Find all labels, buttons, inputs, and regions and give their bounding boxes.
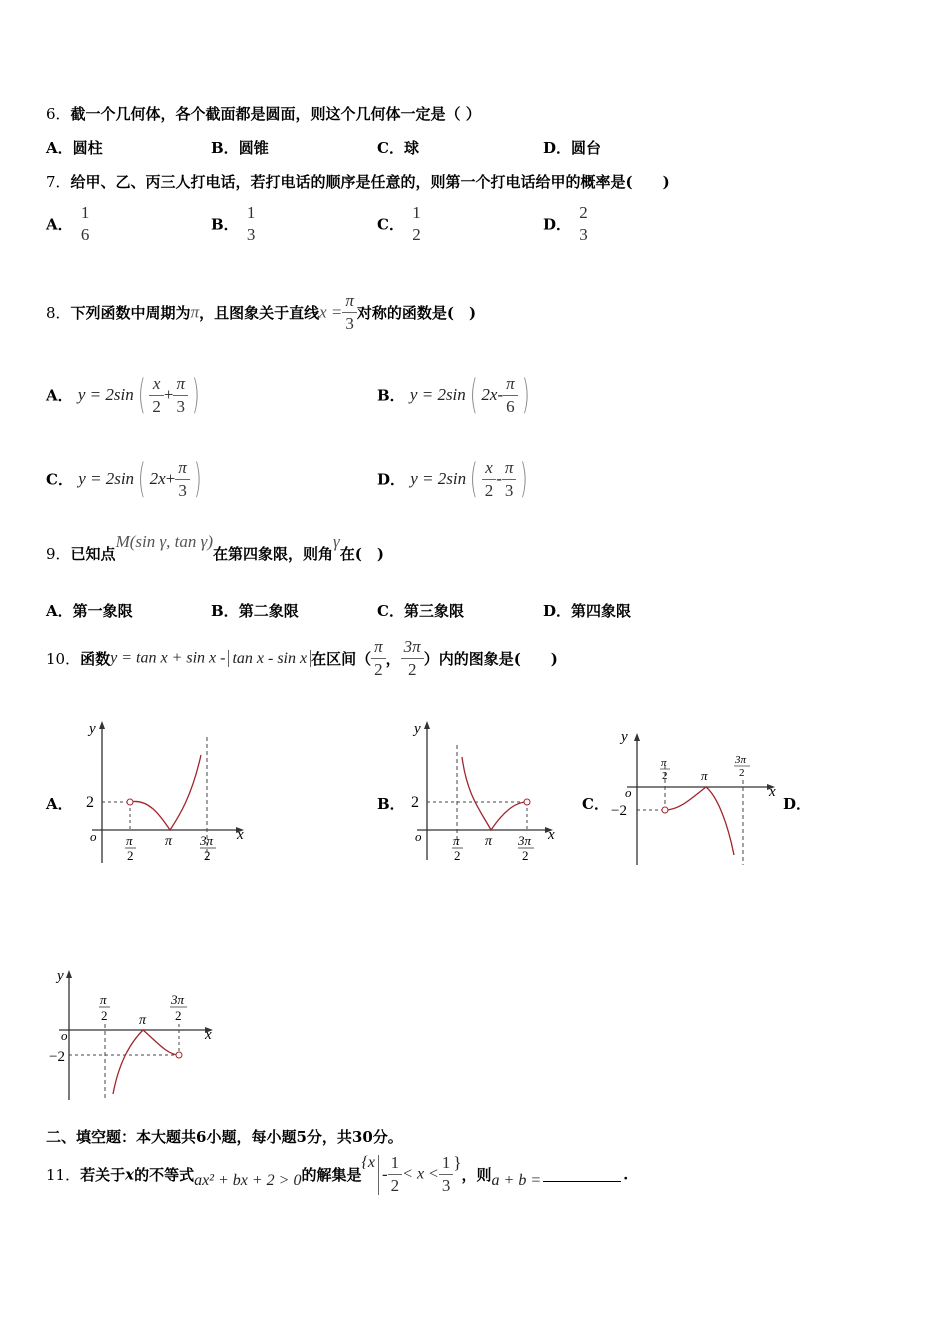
- q10-graph-c[interactable]: [605, 725, 785, 870]
- graph-b-tick-halfpi-d: 2: [454, 848, 461, 863]
- graph-a-tick-3halfpi-d: 2: [204, 848, 211, 863]
- q10-option-a[interactable]: A．: [46, 795, 73, 813]
- q6-number: 6．: [46, 105, 71, 123]
- graph-d-tick-halfpi-n: π: [100, 992, 107, 1007]
- q11-answer-blank[interactable]: [543, 1181, 621, 1182]
- graph-d-x-label: x: [205, 1027, 212, 1043]
- graph-a-tick-halfpi-d: 2: [127, 848, 134, 863]
- q6-option-d[interactable]: D．圆台: [543, 139, 602, 157]
- q7-number: 7．: [46, 173, 71, 191]
- q8-option-c[interactable]: C． y = 2sin( 2x+ $\frac{\pi}{3}$ ): [46, 456, 202, 502]
- q10-stem: 10．函数y = tan x + sin x - tan x - sin x 在区间（ $\frac{\pi}{2}$ ， $\frac{3\pi}{2}$ ）内的图象是( ): [46, 637, 558, 679]
- graph-c-curve: [665, 787, 734, 855]
- q9-option-b[interactable]: B．第二象限: [211, 602, 299, 620]
- q10-option-c[interactable]: C．: [582, 795, 609, 813]
- q6-option-a[interactable]: A．圆柱: [46, 139, 103, 157]
- q10-graph-b[interactable]: [405, 715, 570, 870]
- graph-d-y-label: y: [57, 968, 64, 984]
- graph-c-y-label: y: [621, 729, 628, 745]
- graph-d-tick-3halfpi-n: 3π: [171, 992, 185, 1007]
- graph-a-curve: [130, 755, 201, 830]
- q9-option-a[interactable]: A．第一象限: [46, 602, 133, 620]
- q8-stem: 8．下列函数中周期为π，且图象关于直线x = $\frac{\pi}{3}$ 对称的函数是( ): [46, 291, 477, 333]
- graph-b-origin: o: [415, 829, 422, 844]
- graph-c-tick-3halfpi-n: 3π: [735, 754, 747, 766]
- q6-stem: [46, 103, 481, 124]
- q7-option-b[interactable]: B． 1 3: [211, 202, 258, 246]
- q7-a-fraction: 1 6: [80, 203, 90, 244]
- q10-abs-expr: tan x - sin x: [228, 650, 311, 667]
- graph-d-tick-pi: π: [139, 1013, 147, 1028]
- q9-stem: 9．已知点M(sin γ, tan γ)在第四象限，则角γ在( ): [46, 532, 384, 563]
- q10-option-b[interactable]: B．: [377, 795, 405, 813]
- q7-c-fraction: 1 2: [412, 203, 421, 244]
- q10-graph-a[interactable]: [80, 715, 250, 870]
- q7-b-fraction: 1 3: [246, 203, 256, 244]
- graph-c-tick-neg2: −2: [611, 803, 627, 819]
- graph-c-tick-3halfpi-d: 2: [739, 767, 745, 779]
- q7-text: 给甲、乙、丙三人打电话，若打电话的顺序是任意的，则第一个打电话给甲的概率是( ): [70, 173, 670, 191]
- q8-line-fraction: $\frac{\pi}{3}$: [342, 290, 357, 335]
- graph-c-tick-halfpi-n: π: [661, 757, 667, 769]
- q8-option-b[interactable]: B． y = 2sin( 2x- $\frac{\pi}{6}$ ): [377, 372, 530, 418]
- graph-d-origin: o: [61, 1028, 68, 1043]
- graph-b-curve: [462, 757, 527, 830]
- graph-d-tick-3halfpi-d: 2: [175, 1008, 182, 1023]
- graph-a-tick-3halfpi-n: 3π: [200, 833, 214, 848]
- q7-stem: [46, 171, 670, 192]
- q9-option-d[interactable]: D．第四象限: [543, 602, 632, 620]
- graph-c-tick-pi: π: [701, 768, 708, 783]
- graph-b-tick-halfpi-n: π: [453, 833, 460, 848]
- graph-a-y-label: y: [89, 721, 96, 737]
- q6-text: 截一个几何体，各个截面都是圆面，则这个几何体一定是（ ）: [70, 105, 481, 123]
- graph-d-curve: [113, 1030, 179, 1094]
- q11-stem: 11．若关于x的不等式ax² + bx + 2 > 0的解集是{x- $\frac{1}{2}$ < x < $\frac{1}{3}$ }，则a + b = .: [46, 1152, 629, 1195]
- graph-b-tick-2: 2: [411, 794, 419, 811]
- q7-d-fraction: 2 3: [579, 203, 588, 244]
- graph-b-tick-3halfpi-n: 3π: [518, 833, 532, 848]
- graph-b-tick-3halfpi-d: 2: [522, 848, 529, 863]
- q6-option-b[interactable]: B．圆锥: [211, 139, 269, 157]
- q6-option-c[interactable]: C．球: [377, 139, 419, 157]
- graph-d-tick-neg2: −2: [49, 1049, 65, 1065]
- q8-option-a[interactable]: A． y = 2sin( $\frac{x}{2}$ + $\frac{\pi}{3}$ ): [46, 372, 200, 418]
- q7-option-d[interactable]: D． 2 3: [543, 202, 591, 246]
- graph-b-y-label: y: [414, 721, 421, 737]
- graph-a-tick-halfpi-n: π: [126, 833, 133, 848]
- graph-a-tick-pi: π: [165, 834, 173, 849]
- q9-option-c[interactable]: C．第三象限: [377, 602, 464, 620]
- graph-a-tick-2: 2: [86, 794, 94, 811]
- section-2-header: 二、填空题：本大题共6小题，每小题5分，共30分。: [46, 1128, 403, 1146]
- graph-c-origin: o: [625, 785, 632, 800]
- q10-option-d[interactable]: D．: [783, 795, 812, 813]
- q7-option-c[interactable]: C． 1 2: [377, 202, 424, 246]
- graph-d-tick-halfpi-d: 2: [101, 1008, 108, 1023]
- graph-b-x-label: x: [548, 827, 555, 843]
- q10-graph-d[interactable]: [45, 962, 225, 1107]
- q8-option-d[interactable]: D． y = 2sin( $\frac{x}{2}$ - $\frac{\pi}{3}$ ): [377, 456, 529, 502]
- graph-c-x-label: x: [769, 784, 776, 800]
- graph-b-tick-pi: π: [485, 834, 493, 849]
- q7-option-a[interactable]: A． 1 6: [46, 202, 92, 246]
- graph-c-tick-halfpi-d: 2: [662, 770, 668, 782]
- graph-a-x-label: x: [237, 827, 244, 843]
- graph-a-origin: o: [90, 829, 97, 844]
